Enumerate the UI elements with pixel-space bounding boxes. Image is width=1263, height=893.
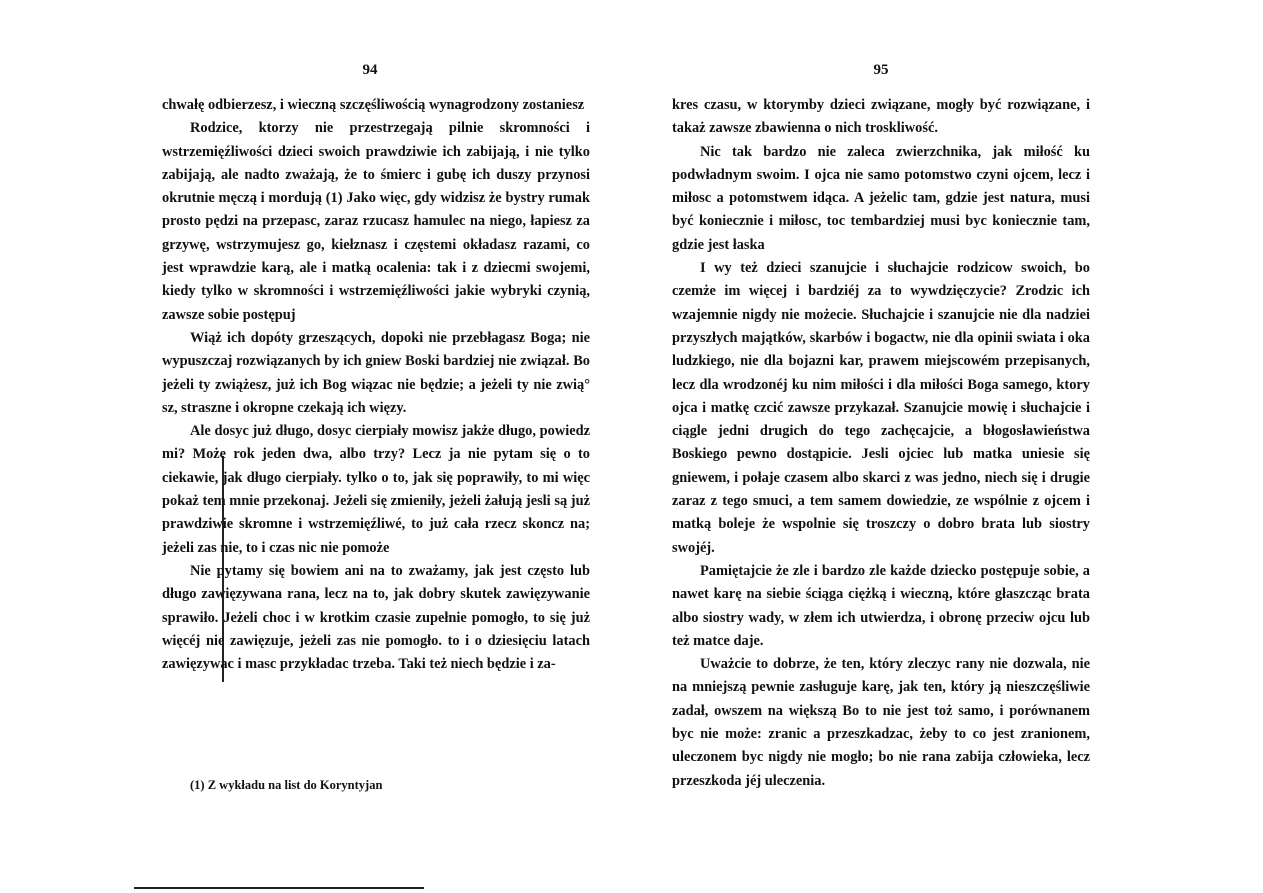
left-paragraph-2: Rodzice, ktorzy nie przestrzegają pilnie skromności i wstrzemięźliwości dzieci swoich prawdziwie ich zabijają, i nie tylko zabijają, ale nadto zważają, że to śmierc i gubę ich duszy przynosi okrutnie męczą i mordują (1) Jako więc, gdy widzisz że bystry rumak prosto pędzi na przepasc, zaraz rzucasz hamulec na niego, łapiesz za grzywę, wstrzymujesz go, kiełznasz i częstemi okładasz razami, co jest wprawdzie karą, ale i matką ocalenia: tak i z dziecmi swojemi, kiedy tylko w skromności i wstrzemięźliwości jakie wybryki czynią, zawsze sobie postępuj [162,120,590,323]
right-paragraph-5: Uważcie to dobrze, że ten, który zleczyc rany nie dozwala, nie na mniejszą pewnie zasługuje karę, jak ten, który ją nieszczęśliwie zadał, owszem na większą Bo to nie jest toż samo, i porównanem byc nie może: zranic a przeszkadzac, żeby to co jest zranionem, uleczonem byc nigdy nie mogło; bo nie rana zabija człowieka, lecz przeszkoda jéj uleczenia. [672,656,1090,789]
right-page-number: 95 [873,62,889,78]
left-page-text [162,94,590,676]
left-paragraph-1: chwałę odbierzesz, i wieczną szczęśliwością wynagrodzony zostaniesz [162,97,585,113]
right-paragraph-3: I wy też dzieci szanujcie i słuchajcie rodzicow swoich, bo czemże im więcej i bardziéj za to wywdzięczycie? Zrodzic ich wzajemnie nigdy nie możecie. Słuchajcie i szanujcie nie dla nadziei przyszłych majątków, skarbów i bogactw, nie dla opinii swiata i oka ludzkiego, nie dla bojazni kar, prawem miejscowém przepisanych, lecz dla wrodzonéj ku nim miłości i dla miłości Boga samego, ktory ojca i matkę czcić zawsze przykazał. Szanujcie mowię i słuchajcie i ciągle jedni drugich do tego zachęcajcie, a błogosławieństwa Boskiego pewno dostąpicie. Jesli ojciec lub matka uniesie się gniewem, i połaje czasem albo skarci z was jedno, niech się i drugie zaraz z tego smuci, a tem samem dowiedzie, ze wspólnie z ojcem i matką boleje że wspolnie się troszczy o dobro brata lub siostry swojéj. [672,260,1090,556]
left-paragraph-3: Wiąż ich dopóty grzeszących, dopoki nie przebłagasz Boga; nie wypuszczaj rozwiązanych by ich gniew Boski bardziej nie związał. Bo jeżeli ty zwiążesz, już ich Bog wiązac nie będzie; a jeżeli ty nie zwią° sz, straszne i okropne czekają ich więzy. [162,329,590,416]
footnote: (1) Z wykładu na list do Koryntyjan [190,778,383,792]
right-paragraph-1: kres czasu, w ktorymby dzieci związane, mogły być rozwiązane, i takaż zawsze zbawienna o nich troskliwość. [672,97,1090,137]
left-paragraph-4: Ale dosyc już długo, dosyc cierpiały mowisz jakże długo, powiedz mi? Może rok jeden dwa, albo trzy? Lecz ja nie pytam się o to ciekawie, jak długo cierpiały. tylko o to, jak się poprawiły, to mi więc pokaż tem mnie przekonaj. Jeżeli się zmieniły, jeżeli żałują jesli są już prawdziwie skromne i wstrzemięźliwé, to już cała rzecz skoncz na; jeżeli zas nie, to i czas nic nie pomoże [162,423,590,556]
right-page-text [672,94,1090,793]
left-page-number: 94 [362,62,378,78]
left-paragraph-5: Nie pytamy się bowiem ani na to zważamy, jak jest często lub długo zawięzywana rana, lecz na to, jak dobry skutek zawięzywanie sprawiło. Jeżeli choc i w krotkim czasie zupełnie pomogło, to się już więcéj nie zawięzuje, jeżeli zas nie pomogło. to i o dziesięciu latach zawięzywac i masc przykładac trzeba. Taki też niech będzie i za- [162,562,590,673]
bottom-rule [134,887,424,889]
right-paragraph-4: Pamiętajcie że zle i bardzo zle każde dziecko postępuje sobie, a nawet karę na siebie ściąga ciężką i wieczną, które głaszcząc brata albo siostry wady, w złem ich utwierdza, i obronę przeciw ojcu lub też matce daje. [672,562,1090,649]
right-paragraph-2: Nic tak bardzo nie zaleca zwierzchnika, jak miłość ku podwładnym swoim. I ojca nie samo potomstwo czyni ojcem, lecz i miłosc a potomstwem idąca. A jeżelic tam, gdzie jest natura, musi być koniecznie i miłosc, toc tembardziej musi byc koniecznie tam, gdzie jest łaska [672,143,1090,253]
